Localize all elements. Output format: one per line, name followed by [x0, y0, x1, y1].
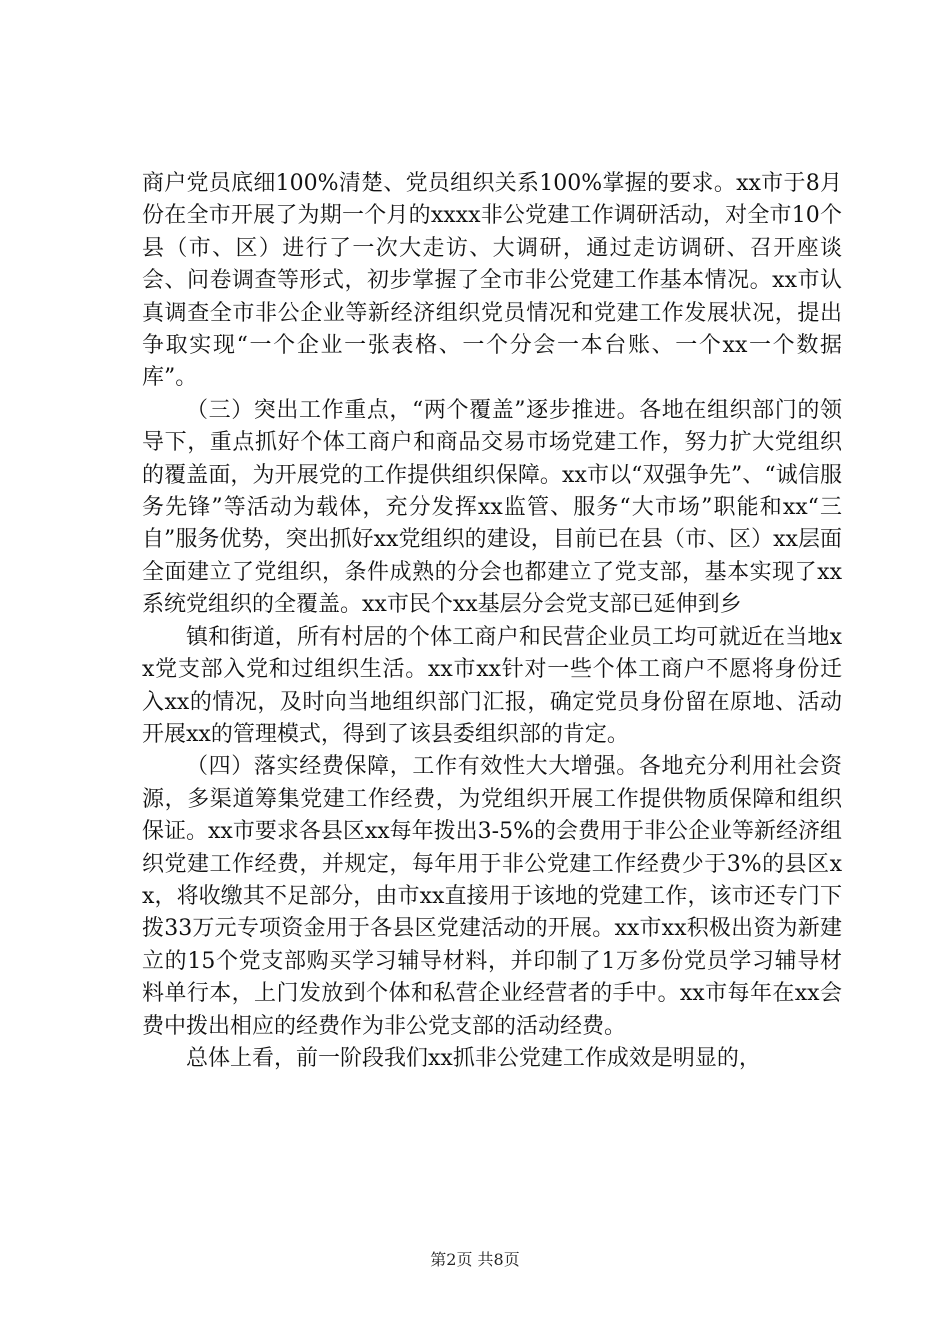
paragraph-1: 商户党员底细100%清楚、党员组织关系100%掌握的要求。xx市于8月份在全市开展了为期一个月的xxxx非公党建工作调研活动，对全市10个县（市、区）进行了一次大走访、大调研，通过走访调研、召开座谈会、问卷调查等形式，初步掌握了全市非公党建工作基本情况。xx市认真调查全市非公企业等新经济组织党员情况和党建工作发展状况，提出争取实现“一个企业一张表格、一个分会一本台账、一个xx一个数据库”。 [142, 171, 842, 391]
document-body [142, 168, 842, 1075]
paragraph-4: （四）落实经费保障，工作有效性大大增强。各地充分利用社会资源，多渠道筹集党建工作经费，为党组织开展工作提供物质保障和组织保证。xx市要求各县区xx每年拨出3-5%的会费用于非公企业等新经济组织党建工作经费，并规定，每年用于非公党建工作经费少于3%的县区xx，将收缴其不足部分，由市xx直接用于该地的党建工作，该市还专门下拨33万元专项资金用于各县区党建活动的开展。xx市xx积极出资为新建立的15个党支部购买学习辅导材料，并印制了1万多份党员学习辅导材料单行本，上门发放到个体和私营企业经营者的手中。xx市每年在xx会费中拨出相应的经费作为非公党支部的活动经费。 [142, 754, 842, 1039]
paragraph-2: （三）突出工作重点，“两个覆盖”逐步推进。各地在组织部门的领导下，重点抓好个体工商户和商品交易市场党建工作，努力扩大党组织的覆盖面，为开展党的工作提供组织保障。xx市以“双强争先”、“诚信服务先锋”等活动为载体，充分发挥xx监管、服务“大市场”职能和xx“三自”服务优势，突出抓好xx党组织的建设，目前已在县（市、区）xx层面全面建立了党组织，条件成熟的分会也都建立了党支部，基本实现了xx系统党组织的全覆盖。xx市民个xx基层分会党支部已延伸到乡 [142, 397, 842, 618]
paragraph-5: 总体上看，前一阶段我们xx抓非公党建工作成效是明显的， [186, 1045, 761, 1071]
paragraph-3: 镇和街道，所有村居的个体工商户和民营企业员工均可就近在当地xx党支部入党和过组织生活。xx市xx针对一些个体工商户不愿将身份迁入xx的情况，及时向当地组织部门汇报，确定党员身份留在原地、活动开展xx的管理模式，得到了该县委组织部的肯定。 [142, 624, 842, 747]
page-footer: 第2页 共8页 [430, 1250, 520, 1269]
